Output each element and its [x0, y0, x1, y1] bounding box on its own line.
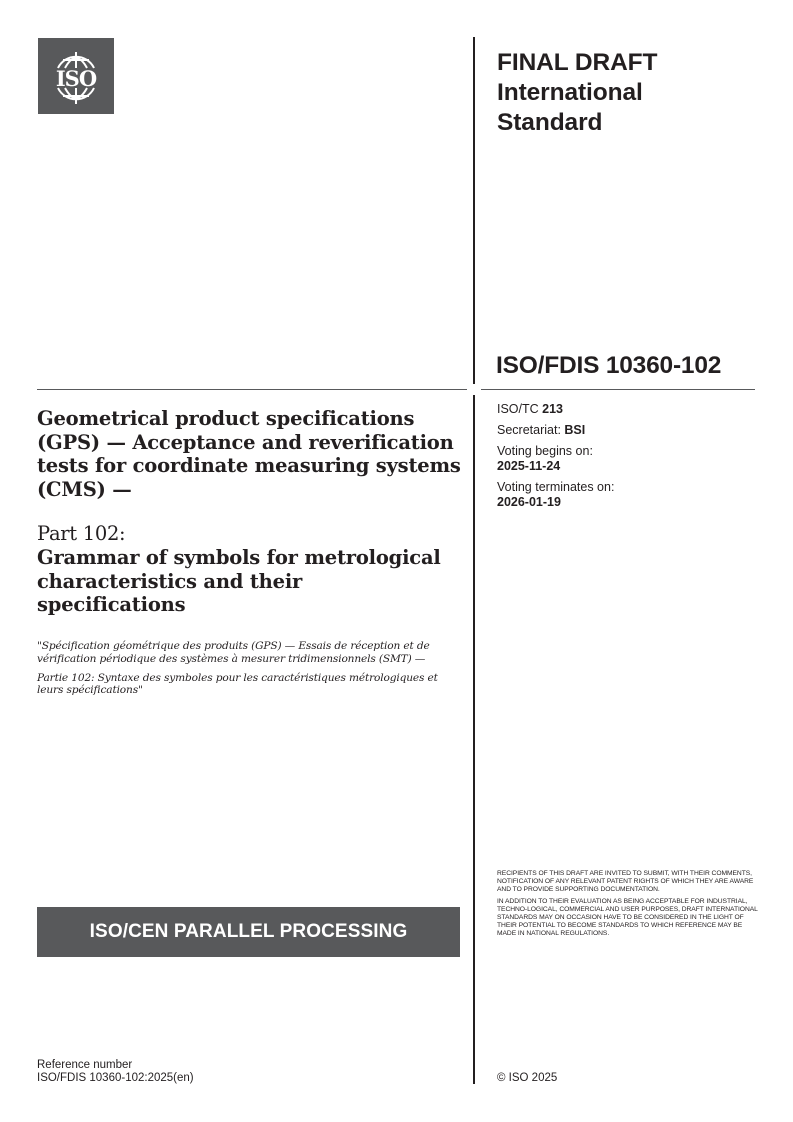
- vertical-divider-bottom: [473, 395, 475, 1084]
- reference-number: [37, 1059, 194, 1084]
- french-title: [37, 640, 447, 703]
- tc-value: 213: [542, 402, 564, 416]
- notice-paragraph-1: RECIPIENTS OF THIS DRAFT ARE INVITED TO SUBMIT, WITH THEIR COMMENTS, NOTIFICATION OF ANY RELEVANT PATENT RIGHTS OF WHICH THEY ARE AWARE AND TO PROVIDE SUPPORTING DOCUMENTATION.: [497, 870, 754, 894]
- part-title: Grammar of symbols for metrological characteristics and their specifications: [37, 546, 441, 616]
- tc-label: ISO/TC: [497, 402, 539, 416]
- banner-label: ISO/CEN PARALLEL PROCESSING: [89, 921, 408, 942]
- copyright: © ISO 2025: [497, 1072, 558, 1084]
- voting-begins-value: 2025-11-24: [497, 459, 561, 473]
- secretariat-label: Secretariat:: [497, 423, 561, 437]
- french-title-main: "Spécification géométrique des produits (GPS) — Essais de réception et de vérification périodique des systèmes à mesurer tridimensionnels (SMT) —: [37, 640, 430, 665]
- secretariat: [497, 423, 614, 438]
- horizontal-rule-left: [37, 389, 467, 390]
- technical-committee: [497, 402, 614, 417]
- french-title-part: Partie 102: Syntaxe des symboles pour les caractéristiques métrologiques et leurs spécifications": [37, 671, 438, 697]
- vertical-divider-top: [473, 37, 475, 384]
- secretariat-value: BSI: [564, 423, 586, 437]
- reference-value: ISO/FDIS 10360-102:2025(en): [37, 1071, 194, 1084]
- status-line-3: Standard: [497, 109, 603, 136]
- document-number: ISO/FDIS 10360-102: [496, 352, 722, 379]
- iso-globe-logo-icon: [38, 38, 114, 114]
- document-metadata: [497, 402, 614, 516]
- notice-paragraph-2: IN ADDITION TO THEIR EVALUATION AS BEING ACCEPTABLE FOR INDUSTRIAL, TECHNO-LOGICAL, COMMERCIAL AND USER PURPOSES, DRAFT INTERNATIONAL STANDARDS MAY ON OCCASION HAVE TO BE CONSIDERED IN THE LIGHT OF THEIR POTENTIAL TO BECOME STANDARDS TO WHICH REFERENCE MAY BE MADE IN NATIONAL REGULATIONS.: [497, 897, 758, 938]
- part-label: Part 102:: [37, 522, 126, 545]
- voting-begins-label: Voting begins on:: [497, 444, 593, 458]
- voting-terminates-value: 2026-01-19: [497, 495, 561, 509]
- voting-terminates-label: Voting terminates on:: [497, 480, 615, 494]
- document-status: [497, 48, 657, 138]
- title-main: Geometrical product specifications (GPS) — Acceptance and reverification tests for coordinate measuring systems (CMS) —: [37, 407, 461, 501]
- status-line-2: International: [497, 79, 643, 106]
- horizontal-rule-right: [481, 389, 755, 390]
- parallel-processing-banner: [37, 907, 460, 957]
- status-line-1: FINAL DRAFT: [497, 49, 658, 76]
- voting-terminates: [497, 480, 614, 510]
- reference-label: Reference number: [37, 1059, 133, 1071]
- draft-notice: [497, 870, 762, 942]
- iso-logo: [38, 38, 114, 114]
- voting-begins: [497, 444, 614, 474]
- svg-text:ISO: ISO: [55, 66, 97, 91]
